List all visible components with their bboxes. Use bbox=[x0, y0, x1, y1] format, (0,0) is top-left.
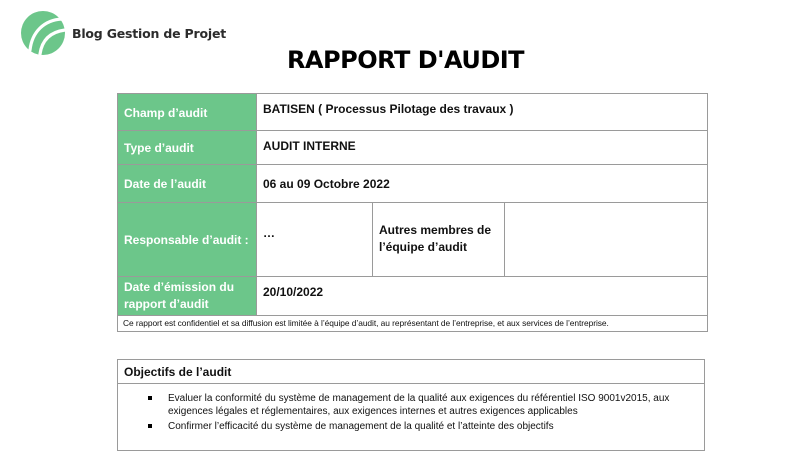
objective-text: Confirmer l’efficacité du système de management de la qualité et l’atteinte des objectifs bbox=[168, 421, 554, 432]
row-note bbox=[118, 316, 708, 332]
membres-label: Autres membres de l’équipe d’audit bbox=[373, 203, 505, 277]
champ-value: BATISEN ( Processus Pilotage des travaux ) bbox=[257, 94, 708, 131]
date-value: 06 au 09 Octobre 2022 bbox=[257, 165, 708, 203]
champ-label: Champ d’audit bbox=[118, 94, 257, 131]
audit-info-table bbox=[117, 93, 708, 332]
row-champ bbox=[118, 94, 708, 131]
membres-value bbox=[505, 203, 708, 277]
list-item bbox=[148, 392, 698, 418]
objective-text: Evaluer la conformité du système de management de la qualité aux exigences du référentiel ISO 9001v2015, aux exigences légales et réglementaires, aux exigences internes et autres exigences applicables bbox=[168, 393, 670, 417]
page-title: RAPPORT D'AUDIT bbox=[286, 46, 525, 74]
emission-label: Date d’émission du rapport d’audit bbox=[118, 277, 257, 316]
bullet-square-icon bbox=[148, 424, 152, 428]
list-item bbox=[148, 420, 698, 433]
objectives-box bbox=[117, 359, 705, 451]
objectives-list bbox=[118, 384, 704, 433]
bullet-square-icon bbox=[148, 396, 152, 400]
objectives-heading: Objectifs de l’audit bbox=[118, 360, 704, 384]
row-responsable bbox=[118, 203, 708, 277]
type-label: Type d’audit bbox=[118, 131, 257, 165]
row-type bbox=[118, 131, 708, 165]
row-emission bbox=[118, 277, 708, 316]
confidential-note: Ce rapport est confidentiel et sa diffusion est limitée à l’équipe d’audit, au représentant de l’entreprise, et aux services de l’entreprise. bbox=[118, 316, 708, 332]
date-label: Date de l’audit bbox=[118, 165, 257, 203]
type-value: AUDIT INTERNE bbox=[257, 131, 708, 165]
responsable-value: … bbox=[257, 203, 373, 277]
logo-text: Blog Gestion de Projet bbox=[72, 25, 227, 41]
responsable-label: Responsable d’audit : bbox=[118, 203, 257, 277]
row-date bbox=[118, 165, 708, 203]
emission-value: 20/10/2022 bbox=[257, 277, 708, 316]
